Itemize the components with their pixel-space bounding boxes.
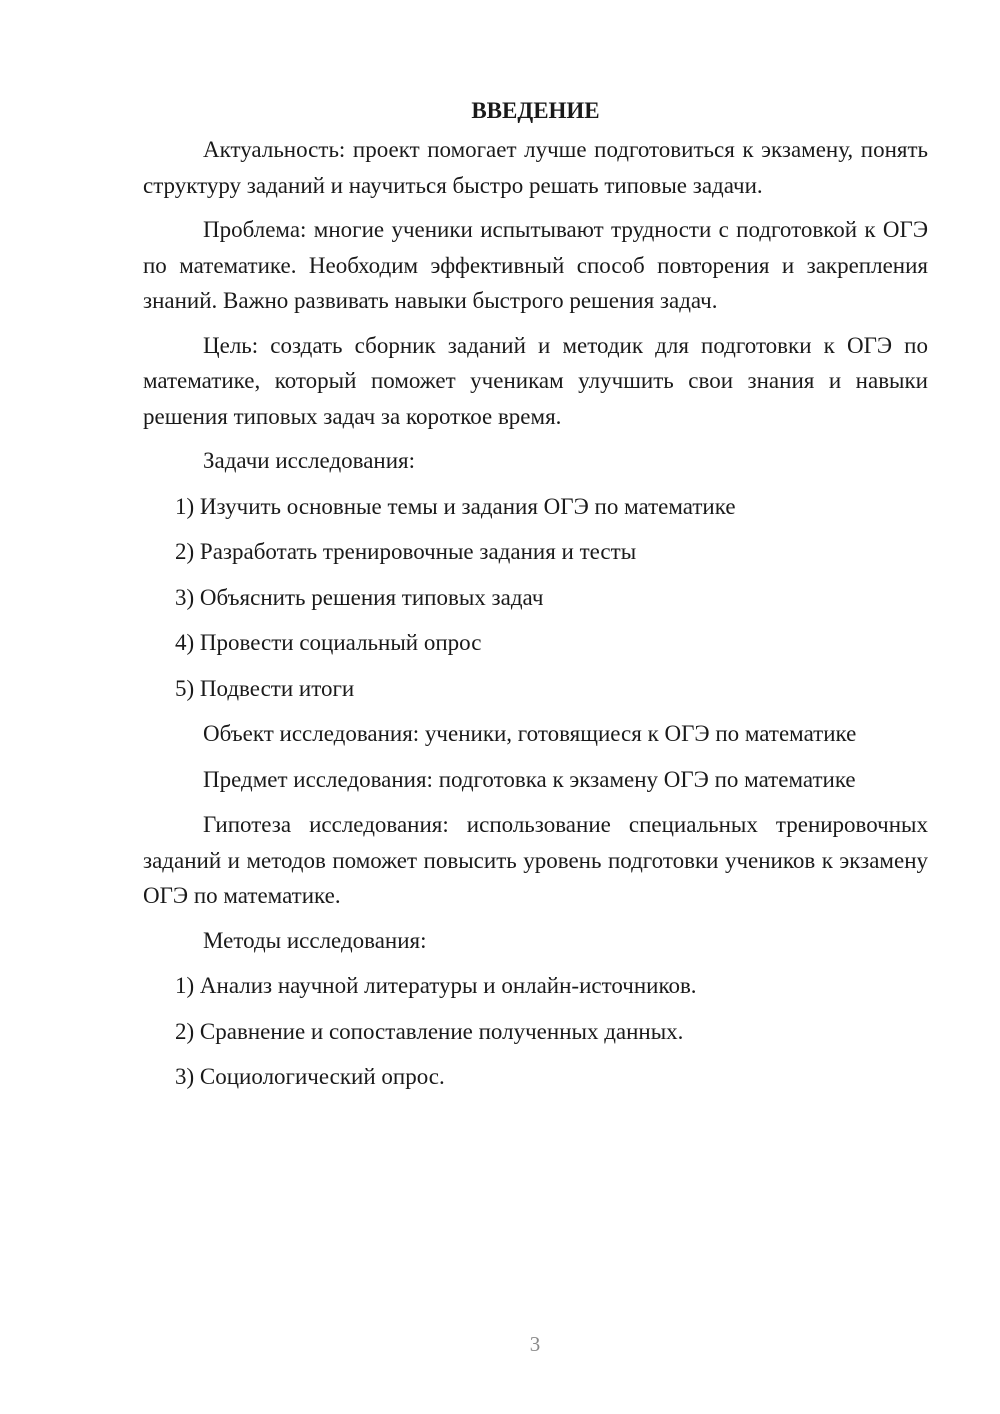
task-item-5: 5) Подвести итоги xyxy=(175,675,355,701)
task-item-4: 4) Провести социальный опрос xyxy=(175,630,482,655)
task-item-1: 1) Изучить основные темы и задания ОГЭ по математике xyxy=(175,493,736,519)
research-object: Объект исследования: ученики, готовящиеся к ОГЭ по математике xyxy=(203,721,857,746)
page-number: 3 xyxy=(529,1332,541,1356)
hypothesis-paragraph: Гипотеза исследования: использование специальных тренировочных заданий и методов поможет повысить уровень подготовки учеников к экзамену ОГЭ по математике. xyxy=(143,812,928,908)
page-content xyxy=(143,92,928,1105)
task-item-3: 3) Объяснить решения типовых задач xyxy=(175,584,544,610)
relevance-paragraph: Актуальность: проект помогает лучше подготовиться к экзамену, понять структуру заданий и научиться быстро решать типовые задачи. xyxy=(143,137,928,198)
method-item-1: 1) Анализ научной литературы и онлайн-источников. xyxy=(175,973,697,998)
goal-paragraph: Цель: создать сборник заданий и методик для подготовки к ОГЭ по математике, который поможет ученикам улучшить свои знания и навыки решения типовых задач за короткое время. xyxy=(143,332,928,429)
method-item-3: 3) Социологический опрос. xyxy=(175,1064,445,1089)
tasks-heading: Задачи исследования: xyxy=(203,448,416,473)
methods-heading: Методы исследования: xyxy=(203,927,427,953)
method-item-2: 2) Сравнение и сопоставление полученных данных. xyxy=(175,1018,684,1044)
problem-paragraph: Проблема: многие ученики испытывают трудности с подготовкой к ОГЭ по математике. Необходим эффективный способ повторения и закрепления знаний. Важно развивать навыки быстрого решения задач. xyxy=(143,217,928,313)
task-item-2: 2) Разработать тренировочные задания и тесты xyxy=(175,539,637,564)
section-title: ВВЕДЕНИЕ xyxy=(471,98,600,123)
research-subject: Предмет исследования: подготовка к экзамену ОГЭ по математике xyxy=(203,766,856,792)
